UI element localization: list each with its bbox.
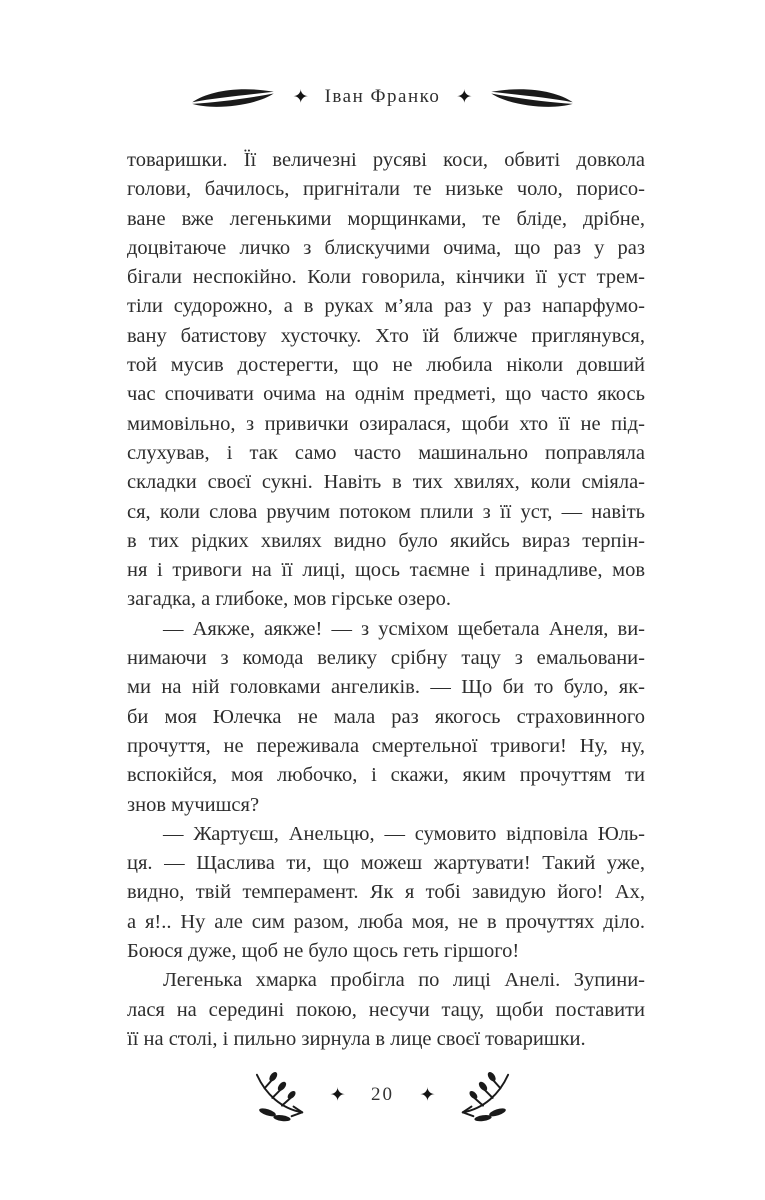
text-line: прочуття, не переживала смертельної тривоги! Ну, ну, (127, 734, 645, 757)
text-line: загадка, а глибоке, мов гірське озеро. (127, 588, 451, 611)
text-line: голови, бачилось, пригнітали те низьке чоло, порисо- (127, 178, 645, 201)
text-line: Боюся дуже, щоб не було щось геть гіршого! (127, 940, 520, 963)
page-footer (0, 1068, 765, 1122)
text-line: мимовільно, з привички озиралася, щоби хто її не під- (127, 412, 645, 435)
paragraph (127, 615, 645, 820)
text-line: лася на середині покою, несучи тацу, щоби поставити (127, 998, 645, 1021)
text-line: видно, твій темперамент. Як я тобі завидую його! Ах, (127, 881, 645, 904)
body-text (127, 146, 645, 1054)
leaf-ornament-left-icon (189, 84, 277, 110)
running-header (0, 84, 765, 110)
page-number: 20 (371, 1084, 394, 1105)
branch-ornament-left-icon (252, 1068, 310, 1122)
diamond-icon: ✦ (329, 1083, 346, 1106)
text-line: вспокійся, моя любочко, і скажи, яким прочуттям ти (127, 764, 645, 787)
text-line: вану батистову хусточку. Хто їй ближче приглянувся, (127, 324, 645, 347)
text-line: — Аякже, аякже! — з усміхом щебетала Анеля, ви- (163, 617, 645, 640)
text-line: ми на ній головками ангеликів. — Що би то було, як- (127, 676, 645, 699)
text-line: час спочивати очима на однім предметі, що часто якось (127, 383, 645, 406)
text-line: ся, коли слова рвучим потоком плили з її уст, — навіть (127, 500, 645, 523)
text-line: знов мучишся? (127, 793, 260, 816)
text-line: слухував, і так само часто машинально поправляла (127, 441, 645, 464)
paragraph (127, 966, 645, 1054)
text-line: той мусив достерегти, що не любила ніколи довший (127, 354, 645, 377)
text-line: би моя Юлечка не мала раз якогось страховинного (127, 705, 645, 728)
text-line: складки своєї сукні. Навіть в тих хвилях, коли сміяла- (127, 471, 645, 494)
diamond-icon: ✦ (419, 1083, 436, 1106)
paragraph (127, 146, 645, 615)
running-header-author: Іван Франко (324, 86, 441, 107)
diamond-icon: ✦ (456, 85, 473, 108)
text-line: а я!.. Ну але сим разом, люба моя, не в прочуттях діло. (127, 910, 645, 933)
text-line: нимаючи з комода велику срібну тацу з емальовани- (127, 647, 645, 670)
text-line: бігали неспокійно. Коли говорила, кінчики її уст трем- (127, 266, 645, 289)
text-line: тіли судорожно, а в руках м’яла раз у раз напарфумо- (127, 295, 645, 318)
branch-ornament-right-icon (455, 1068, 513, 1122)
paragraph (127, 820, 645, 966)
text-line: її на столі, і пильно зирнула в лице своєї товаришки. (127, 1027, 586, 1050)
text-line: ня і тривоги на її лиці, щось таємне і принадливе, мов (127, 559, 645, 582)
text-line: ця. — Щаслива ти, що можеш жартувати! Такий уже, (127, 852, 645, 875)
text-line: Легенька хмарка пробігла по лиці Анелі. Зупини- (163, 969, 645, 992)
diamond-icon: ✦ (292, 85, 309, 108)
text-line: товаришки. Її величезні русяві коси, обвиті довкола (127, 149, 645, 171)
text-line: доцвітаюче личко з блискучими очима, що раз у раз (127, 236, 645, 259)
leaf-ornament-right-icon (488, 84, 576, 110)
text-line: — Жартуєш, Анельцю, — сумовито відповіла Юль- (163, 822, 645, 845)
text-line: ване вже легенькими морщинками, те бліде, дрібне, (127, 207, 645, 230)
text-line: в тих рідких хвилях видно було якийсь вираз терпін- (127, 529, 645, 552)
